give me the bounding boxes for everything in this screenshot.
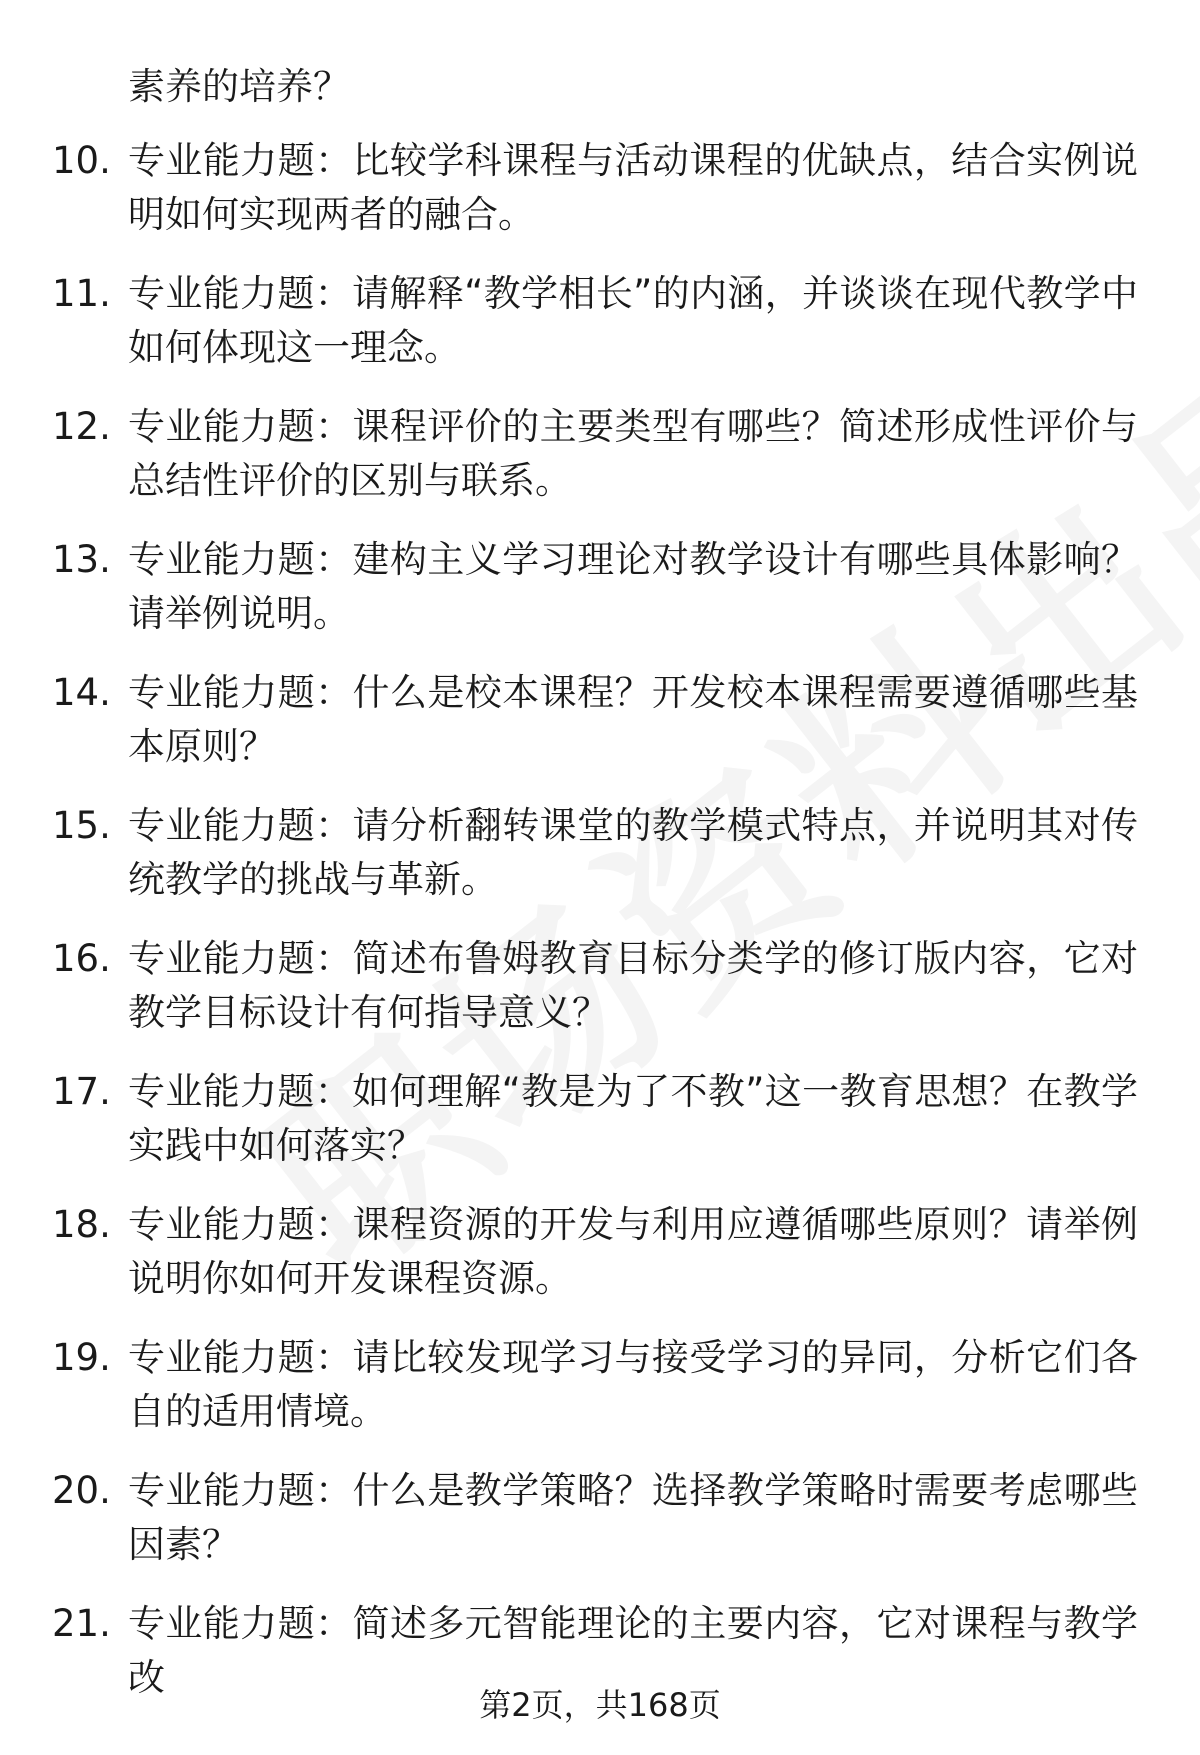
question-number: 18. bbox=[52, 1203, 111, 1246]
question-text: 专业能力题：什么是教学策略？选择教学策略时需要考虑哪些因素？ bbox=[128, 1469, 1138, 1566]
question-number: 15. bbox=[52, 804, 111, 847]
question-number: 17. bbox=[52, 1070, 111, 1113]
question-number: 12. bbox=[52, 405, 111, 448]
question-number: 19. bbox=[52, 1336, 111, 1379]
question-item bbox=[0, 666, 1200, 799]
question-text: 专业能力题：建构主义学习理论对教学设计有哪些具体影响？请举例说明。 bbox=[128, 538, 1138, 635]
question-number: 21. bbox=[52, 1602, 111, 1645]
question-text: 专业能力题：简述布鲁姆教育目标分类学的修订版内容，它对教学目标设计有何指导意义？ bbox=[128, 937, 1138, 1034]
question-number: 16. bbox=[52, 937, 111, 980]
question-list bbox=[0, 134, 1200, 1730]
question-text: 专业能力题：课程资源的开发与利用应遵循哪些原则？请举例说明你如何开发课程资源。 bbox=[128, 1203, 1138, 1300]
question-item bbox=[0, 533, 1200, 666]
question-item bbox=[0, 1065, 1200, 1198]
question-text: 专业能力题：课程评价的主要类型有哪些？简述形成性评价与总结性评价的区别与联系。 bbox=[128, 405, 1138, 502]
question-text: 专业能力题：如何理解“教是为了不教”这一教育思想？在教学实践中如何落实？ bbox=[128, 1070, 1138, 1167]
question-text: 专业能力题：请解释“教学相长”的内涵，并谈谈在现代教学中如何体现这一理念。 bbox=[128, 272, 1138, 369]
question-item bbox=[0, 1464, 1200, 1597]
question-text: 专业能力题：简述多元智能理论的主要内容，它对课程与教学改 bbox=[128, 1602, 1138, 1699]
question-text: 专业能力题：比较学科课程与活动课程的优缺点，结合实例说明如何实现两者的融合。 bbox=[128, 139, 1138, 236]
question-item bbox=[0, 400, 1200, 533]
question-number: 13. bbox=[52, 538, 111, 581]
question-text: 专业能力题：请分析翻转课堂的教学模式特点，并说明其对传统教学的挑战与革新。 bbox=[128, 804, 1138, 901]
question-text: 专业能力题：什么是校本课程？开发校本课程需要遵循哪些基本原则？ bbox=[128, 671, 1138, 768]
continued-text: 素养的培养？ bbox=[128, 65, 350, 108]
question-item bbox=[0, 267, 1200, 400]
question-number: 14. bbox=[52, 671, 111, 714]
question-item bbox=[0, 932, 1200, 1065]
question-item bbox=[0, 134, 1200, 267]
question-item bbox=[0, 799, 1200, 932]
question-item bbox=[0, 1331, 1200, 1464]
question-number: 10. bbox=[52, 139, 111, 182]
question-number: 11. bbox=[52, 272, 111, 315]
page-footer: 第2页，共168页 bbox=[479, 1686, 721, 1724]
question-item bbox=[0, 1198, 1200, 1331]
question-number: 20. bbox=[52, 1469, 111, 1512]
question-text: 专业能力题：请比较发现学习与接受学习的异同，分析它们各自的适用情境。 bbox=[128, 1336, 1138, 1433]
